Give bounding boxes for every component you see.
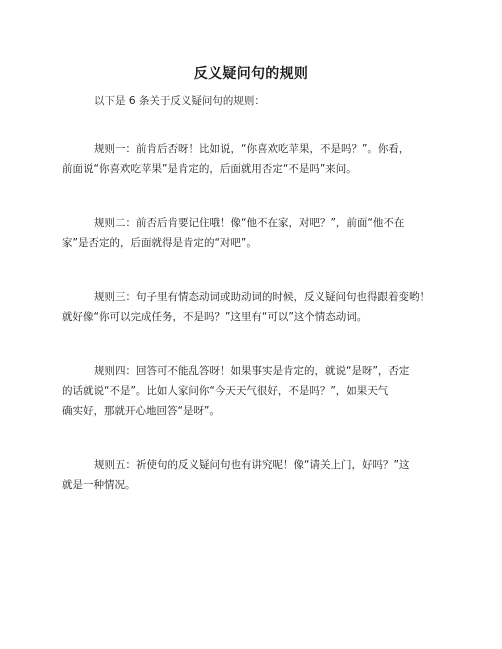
intro-text: 以下是 6 条关于反义疑问句的规则： xyxy=(94,95,265,107)
rule-paragraph-1: 规则一：前肯后否呀！比如说，“你喜欢吃苹果，不是吗？”。你看， 前面说“你喜欢吃苹果”是肯定的，后面就用否定“不是吗”来问。 xyxy=(62,143,410,175)
rule-paragraph-5: 规则五：祈使句的反义疑问句也有讲究呢！像“请关上门，好吗？”这 就是一种情况。 xyxy=(62,459,410,491)
rule-paragraph-4: 规则四：回答可不能乱答呀！如果事实是肯定的，就说“是呀”，否定 的话就说“不是”。比如人家问你“今天天气很好，不是吗？”，如果天气 确实好，那就开心地回答“是呀”。 xyxy=(62,365,410,417)
page-title: 反义疑问句的规则 xyxy=(193,66,309,82)
rule-paragraph-3: 规则三：句子里有情态动词或助动词的时候，反义疑问句也得跟着变哟！ 就好像“你可以完成任务，不是吗？”这里有“可以”这个情态动词。 xyxy=(62,291,430,323)
rules-list xyxy=(62,139,446,529)
rule-paragraph-2: 规则二：前否后肯要记住哦！像“他不在家，对吧？”，前面“他不在 家”是否定的，后面就得是肯定的“对吧”。 xyxy=(62,217,405,249)
